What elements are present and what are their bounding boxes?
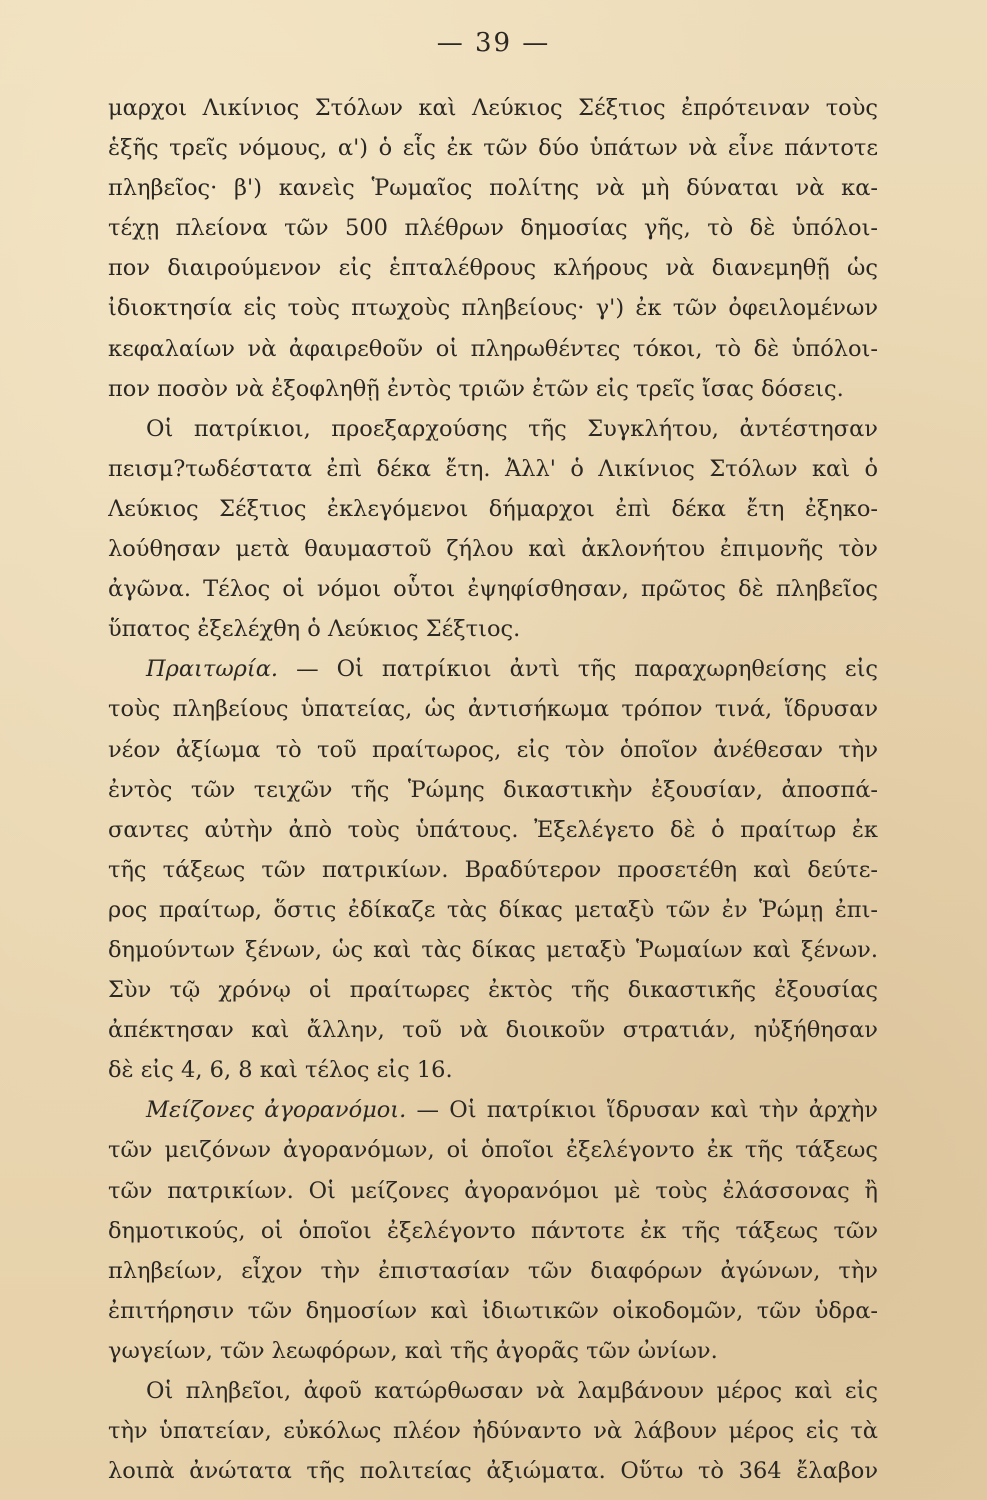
text-line: ρος πραίτωρ, ὅστις ἐδίκαζε τὰς δίκας μεταξὺ τῶν ἐν Ῥώμῃ ἐπι- — [108, 896, 878, 923]
text-line: ἑξῆς τρεῖς νόμους, α') ὁ εἷς ἐκ τῶν δύο ὑπάτων νὰ εἶνε πάντοτε — [108, 135, 878, 162]
text-line: ἰδιοκτησία εἰς τοὺς πτωχοὺς πληβείους· γ') ἐκ τῶν ὀφειλομένων — [108, 295, 878, 322]
paragraph — [108, 1090, 878, 1371]
text-line: δημούντων ξένων, ὡς καὶ τὰς δίκας μεταξὺ Ῥωμαίων καὶ ξένων. — [108, 936, 878, 963]
paragraph — [108, 88, 878, 409]
text-line: ἀπέκτησαν καὶ ἄλλην, τοῦ νὰ διοικοῦν στρατιάν, ηὐξήθησαν — [108, 1017, 878, 1044]
text-line: πον διαιρούμενον εἰς ἑπταλέθρους κλήρους νὰ διανεμηθῇ ὡς — [108, 255, 878, 282]
text-line: μαρχοι Λικίνιος Στόλων καὶ Λεύκιος Σέξτιος ἐπρότειναν τοὺς — [108, 95, 878, 121]
text-line: πον ποσὸν νὰ ἐξοφληθῇ ἐντὸς τριῶν ἐτῶν εἰς τρεῖς ἴσας δόσεις. — [108, 375, 844, 402]
text-line: τέχῃ πλείονα τῶν 500 πλέθρων δημοσίας γῆς, τὸ δὲ ὑπόλοι- — [108, 215, 878, 242]
text-line: Οἱ πατρίκιοι, προεξαρχούσης τῆς Συγκλήτου, ἀντέστησαν — [146, 415, 878, 442]
text-line: ἐντὸς τῶν τειχῶν τῆς Ῥώμης δικαστικὴν ἐξουσίαν, ἀποσπά- — [108, 776, 878, 803]
text-line: τῶν μειζόνων ἀγορανόμων, οἱ ὁποῖοι ἐξελέγοντο ἐκ τῆς τάξεως — [108, 1137, 878, 1164]
text-line: κεφαλαίων νὰ ἀφαιρεθοῦν οἱ πληρωθέντες τόκοι, τὸ δὲ ὑπόλοι- — [108, 335, 878, 362]
text-line: λοιπὰ ἀνώτατα τῆς πολιτείας ἀξιώματα. Οὕτω τὸ 364 ἔλαβον — [108, 1458, 878, 1485]
text-line: τῆς τάξεως τῶν πατρικίων. Βραδύτερον προσετέθη καὶ δεύτε- — [108, 856, 878, 883]
text-line: πληβεῖος· β') κανεὶς Ῥωμαῖος πολίτης νὰ μὴ δύναται νὰ κα- — [108, 175, 878, 202]
text-line: νέον ἀξίωμα τὸ τοῦ πραίτωρος, εἰς τὸν ὁποῖον ἀνέθεσαν τὴν — [108, 736, 878, 763]
text-line: γωγείων, τῶν λεωφόρων, καὶ τῆς ἀγορᾶς τῶν ὠνίων. — [108, 1337, 718, 1364]
text-line: Σὺν τῷ χρόνῳ οἱ πραίτωρες ἐκτὸς τῆς δικαστικῆς ἐξουσίας — [108, 977, 878, 1004]
text-line: δημοτικούς, οἱ ὁποῖοι ἐξελέγοντο πάντοτε ἐκ τῆς τάξεως τῶν — [108, 1217, 878, 1244]
text-run: — Οἱ πατρίκιοι ἵδρυσαν καὶ τὴν ἀρχὴν — [406, 1097, 878, 1124]
section-heading: Πραιτωρία. — [146, 656, 279, 683]
text-line: πληβείων, εἶχον τὴν ἐπιστασίαν τῶν διαφόρων ἀγώνων, τὴν — [108, 1257, 878, 1284]
text-line: λούθησαν μετὰ θαυμαστοῦ ζήλου καὶ ἀκλονήτου ἐπιμονῆς τὸν — [108, 536, 878, 563]
text-line: δὲ εἰς 4, 6, 8 καὶ τέλος εἰς 16. — [108, 1057, 453, 1084]
text-line — [108, 649, 878, 689]
text-line: Οἱ πληβεῖοι, ἀφοῦ κατώρθωσαν νὰ λαμβάνουν μέρος καὶ εἰς — [146, 1378, 878, 1404]
text-line: τῶν πατρικίων. Οἱ μείζονες ἀγορανόμοι μὲ τοὺς ἐλάσσονας ἢ — [108, 1177, 878, 1204]
section-heading: Μείζονες ἀγορανόμοι. — [146, 1097, 407, 1124]
body-text — [108, 88, 878, 1491]
paragraph — [108, 649, 878, 1090]
text-line: Λεύκιος Σέξτιος ἐκλεγόμενοι δήμαρχοι ἐπὶ δέκα ἔτη ἐξηκο- — [108, 495, 878, 522]
text-line: ὕπατος ἐξελέχθη ὁ Λεύκιος Σέξτιος. — [108, 616, 521, 643]
text-line: πεισμ?τωδέστατα ἐπὶ δέκα ἔτη. Ἀλλ' ὁ Λικίνιος Στόλων καὶ ὁ — [108, 455, 878, 482]
text-line: ἐπιτήρησιν τῶν δημοσίων καὶ ἰδιωτικῶν οἰκοδομῶν, τῶν ὑδρα- — [108, 1297, 878, 1324]
page-number: — 39 — — [436, 28, 551, 58]
text-line: σαντες αὐτὴν ἀπὸ τοὺς ὑπάτους. Ἐξελέγετο δὲ ὁ πραίτωρ ἐκ — [108, 816, 878, 843]
text-line: ἀγῶνα. Τέλος οἱ νόμοι οὗτοι ἐψηφίσθησαν, πρῶτος δὲ πληβεῖος — [108, 576, 878, 603]
paragraph — [108, 409, 878, 650]
text-line: τοὺς πληβείους ὑπατείας, ὡς ἀντισήκωμα τρόπον τινά, ἵδρυσαν — [108, 696, 878, 723]
text-run: — Οἱ πατρίκιοι ἀντὶ τῆς παραχωρηθείσης εἰς — [278, 656, 878, 683]
text-line: τὴν ὑπατείαν, εὐκόλως πλέον ἠδύναντο νὰ λάβουν μέρος εἰς τὰ — [108, 1418, 878, 1445]
paragraph — [108, 1371, 878, 1491]
text-line — [108, 1090, 878, 1130]
